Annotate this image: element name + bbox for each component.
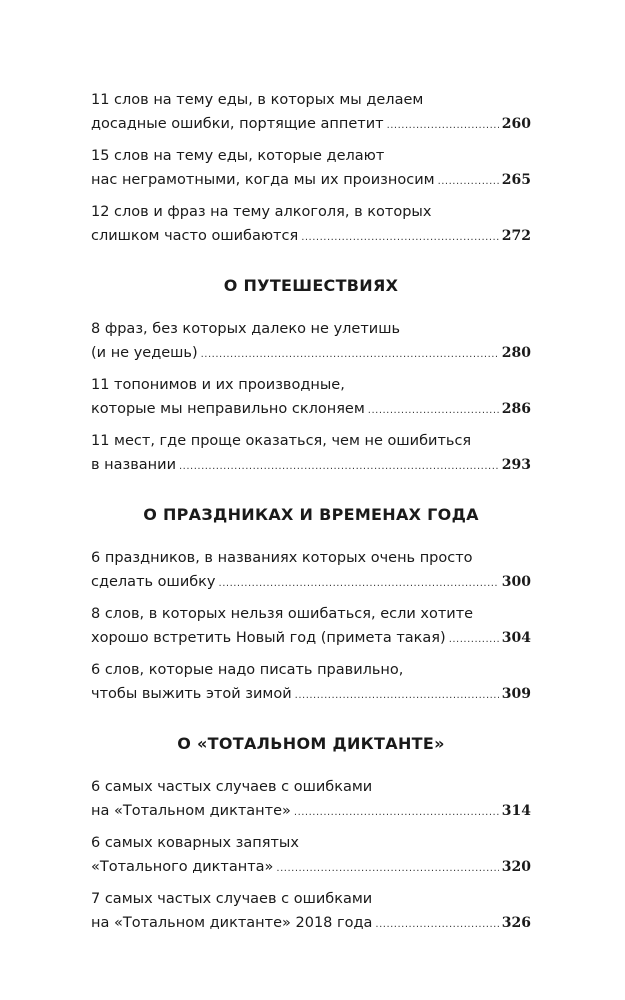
entry-title-line: слишком часто ошибаются: [91, 228, 299, 244]
toc-entry[interactable]: [91, 546, 531, 596]
entry-title-line: досадные ошибки, портящие аппетит: [91, 116, 384, 132]
entry-title-line: чтобы выжить этой зимой: [91, 686, 292, 702]
entry-title-line: 11 слов на тему еды, в которых мы делаем: [91, 92, 424, 108]
page-number: 314: [501, 803, 531, 819]
toc-entry[interactable]: [91, 887, 531, 937]
toc-entry[interactable]: [91, 317, 531, 367]
entry-title-line: на «Тотальном диктанте» 2018 года: [91, 915, 373, 931]
toc-entry[interactable]: [91, 88, 531, 138]
entry-title-line: которые мы неправильно склоняем: [91, 401, 365, 417]
entry-title-line: в названии: [91, 457, 176, 473]
page-number: 320: [501, 859, 531, 875]
dot-leader: [438, 170, 499, 194]
entry-title-line: 12 слов и фраз на тему алкоголя, в которых: [91, 204, 432, 220]
page-number: 300: [501, 574, 531, 590]
entry-title-line: 11 мест, где проще оказаться, чем не ошибиться: [91, 433, 472, 449]
section-heading: О «ТОТАЛЬНОМ ДИКТАНТЕ»: [177, 734, 445, 753]
toc-entry[interactable]: [91, 429, 531, 479]
entry-title-line: хорошо встретить Новый год (примета такая): [91, 630, 446, 646]
entry-title-line: 6 праздников, в названиях которых очень просто: [91, 550, 473, 566]
toc-entry[interactable]: [91, 775, 531, 825]
toc-entry[interactable]: [91, 200, 531, 250]
dot-leader: [449, 628, 499, 652]
dot-leader: [301, 226, 499, 250]
dot-leader: [387, 114, 499, 138]
page-number: 304: [501, 630, 531, 646]
toc-entry[interactable]: [91, 602, 531, 652]
toc-entry[interactable]: [91, 373, 531, 423]
page-number: 280: [501, 345, 531, 361]
dot-leader: [276, 857, 498, 881]
dot-leader: [368, 399, 499, 423]
page-number: 326: [501, 915, 531, 931]
toc-entry[interactable]: [91, 658, 531, 708]
entry-title-line: сделать ошибку: [91, 574, 216, 590]
entry-title-line: 11 топонимов и их производные,: [91, 377, 345, 393]
entry-title-line: 7 самых частых случаев с ошибками: [91, 891, 373, 907]
dot-leader: [179, 455, 499, 479]
toc-entry[interactable]: [91, 144, 531, 194]
page-number: 260: [501, 116, 531, 132]
section-heading: О ПУТЕШЕСТВИЯХ: [223, 276, 399, 295]
dot-leader: [201, 343, 499, 367]
entry-title-line: 6 самых частых случаев с ошибками: [91, 779, 373, 795]
entry-title-line: 6 самых коварных запятых: [91, 835, 299, 851]
page-number: 293: [501, 457, 531, 473]
section-heading: О ПРАЗДНИКАХ И ВРЕМЕНАХ ГОДА: [143, 505, 479, 524]
table-of-contents: [91, 88, 531, 943]
entry-title-line: на «Тотальном диктанте»: [91, 803, 291, 819]
entry-title-line: 8 фраз, без которых далеко не улетишь: [91, 321, 401, 337]
entry-title-line: «Тотального диктанта»: [91, 859, 274, 875]
entry-title-line: 6 слов, которые надо писать правильно,: [91, 662, 404, 678]
dot-leader: [219, 572, 499, 596]
toc-entry[interactable]: [91, 831, 531, 881]
page-number: 272: [501, 228, 531, 244]
dot-leader: [295, 684, 499, 708]
entry-title-line: 15 слов на тему еды, которые делают: [91, 148, 385, 164]
entry-title-line: нас неграмотными, когда мы их произносим: [91, 172, 435, 188]
page-number: 286: [501, 401, 531, 417]
entry-title-line: 8 слов, в которых нельзя ошибаться, если хотите: [91, 606, 474, 622]
page-number: 265: [501, 172, 531, 188]
page-number: 309: [501, 686, 531, 702]
entry-title-line: (и не уедешь): [91, 345, 198, 361]
dot-leader: [294, 801, 499, 825]
dot-leader: [375, 913, 498, 937]
